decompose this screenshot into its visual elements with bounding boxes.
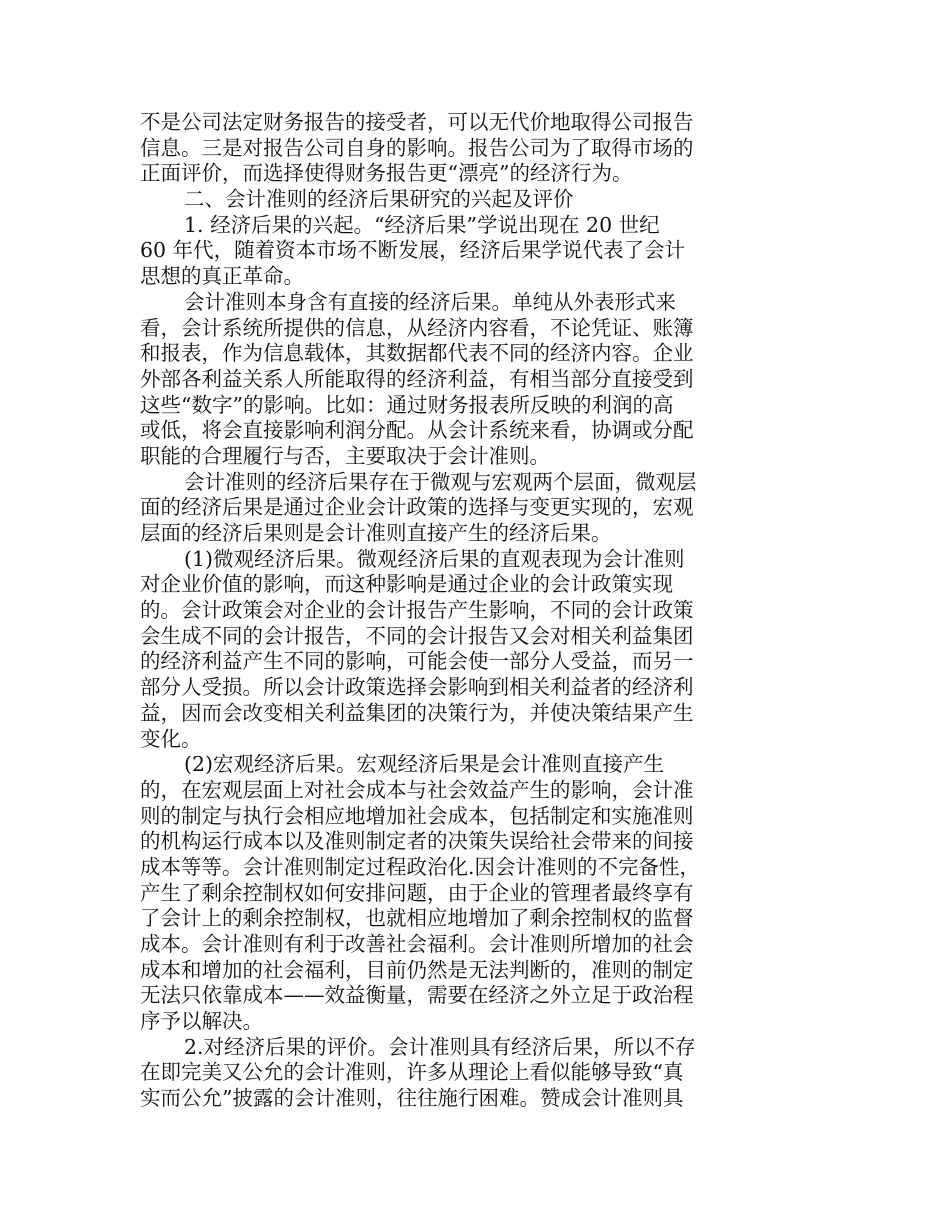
text-line: 职能的合理履行与否，主要取决于会计准则。 [140,443,550,468]
text-line: 外部各利益关系人所能取得的经济利益，有相当部分直接受到 [140,366,694,391]
text-line: 益，因而会改变相关利益集团的决策行为，并使决策结果产生 [140,700,694,725]
text-line: 这些“数字”的影响。比如：通过财务报表所反映的利润的高 [140,392,674,417]
text-line: (1)微观经济后果。微观经济后果的直观表现为会计准则 [184,546,685,571]
text-line: 实而公允”披露的会计准则，往往施行困难。赞成会计准则具 [140,1086,684,1111]
text-line: 则的制定与执行会相应地增加社会成本，包括制定和实施准则 [140,803,694,828]
text-line: 产生了剩余控制权如何安排问题，由于企业的管理者最终享有 [140,880,694,905]
text-line: 部分人受损。所以会计政策选择会影响到相关利益者的经济利 [140,675,694,700]
document-body [140,110,740,1112]
text-line: 信息。三是对报告公司自身的影响。报告公司为了取得市场的 [140,135,694,160]
text-line: 的经济利益产生不同的影响，可能会使一部分人受益，而另一 [140,649,694,674]
text-line: 了会计上的剩余控制权，也就相应地增加了剩余控制权的监督 [140,906,694,931]
text-line: 变化。 [140,726,202,751]
text-line: 会计准则的经济后果存在于微观与宏观两个层面，微观层 [184,469,697,494]
text-line: 成本和增加的社会福利，目前仍然是无法判断的，准则的制定 [140,957,694,982]
text-line: 层面的经济后果则是会计准则直接产生的经济后果。 [140,521,612,545]
text-line: 序予以解决。 [140,1009,263,1034]
text-line: 思想的真正革命。 [140,264,304,289]
text-line: (2)宏观经济后果。宏观经济后果是会计准则直接产生 [184,752,665,777]
text-line: 或低，将会直接影响利润分配。从会计系统来看，协调或分配 [140,418,694,443]
text-line: 正面评价，而选择使得财务报告更“漂亮”的经济行为。 [140,161,633,186]
text-line: 不是公司法定财务报告的接受者，可以无代价地取得公司报告 [140,110,694,134]
text-line: 成本等等。会计准则制定过程政治化.因会计准则的不完备性， [140,854,701,879]
text-line: 和报表，作为信息载体，其数据都代表不同的经济内容。企业 [140,341,694,366]
text-line: 对企业价值的影响，而这种影响是通过企业的会计政策实现 [140,572,673,597]
text-line: 二、会计准则的经济后果研究的兴起及评价 [184,187,574,212]
text-line: 1. 经济后果的兴起。“经济后果”学说出现在 20 世纪 [184,212,660,237]
text-line: 的，在宏观层面上对社会成本与社会效益产生的影响，会计准 [140,777,694,802]
text-line: 看，会计系统所提供的信息，从经济内容看，不论凭证、账簿 [140,315,694,340]
text-line: 在即完美又公允的会计准则，许多从理论上看似能够导致“真 [140,1060,684,1085]
text-line: 会生成不同的会计报告，不同的会计报告又会对相关利益集团 [140,623,694,648]
text-line: 60 年代，随着资本市场不断发展，经济后果学说代表了会计 [140,238,686,263]
text-line: 2.对经济后果的评价。会计准则具有经济后果，所以不存 [184,1034,696,1059]
text-line: 成本。会计准则有利于改善社会福利。会计准则所增加的社会 [140,932,694,956]
text-line: 面的经济后果是通过企业会计政策的选择与变更实现的，宏观 [140,495,694,520]
text-line: 无法只依靠成本——效益衡量，需要在经济之外立足于政治程 [140,983,694,1008]
text-line: 的。会计政策会对企业的会计报告产生影响，不同的会计政策 [140,598,694,623]
text-line: 会计准则本身含有直接的经济后果。单纯从外表形式来 [184,289,676,314]
text-line: 的机构运行成本以及准则制定者的决策失误给社会带来的间接 [140,829,694,854]
